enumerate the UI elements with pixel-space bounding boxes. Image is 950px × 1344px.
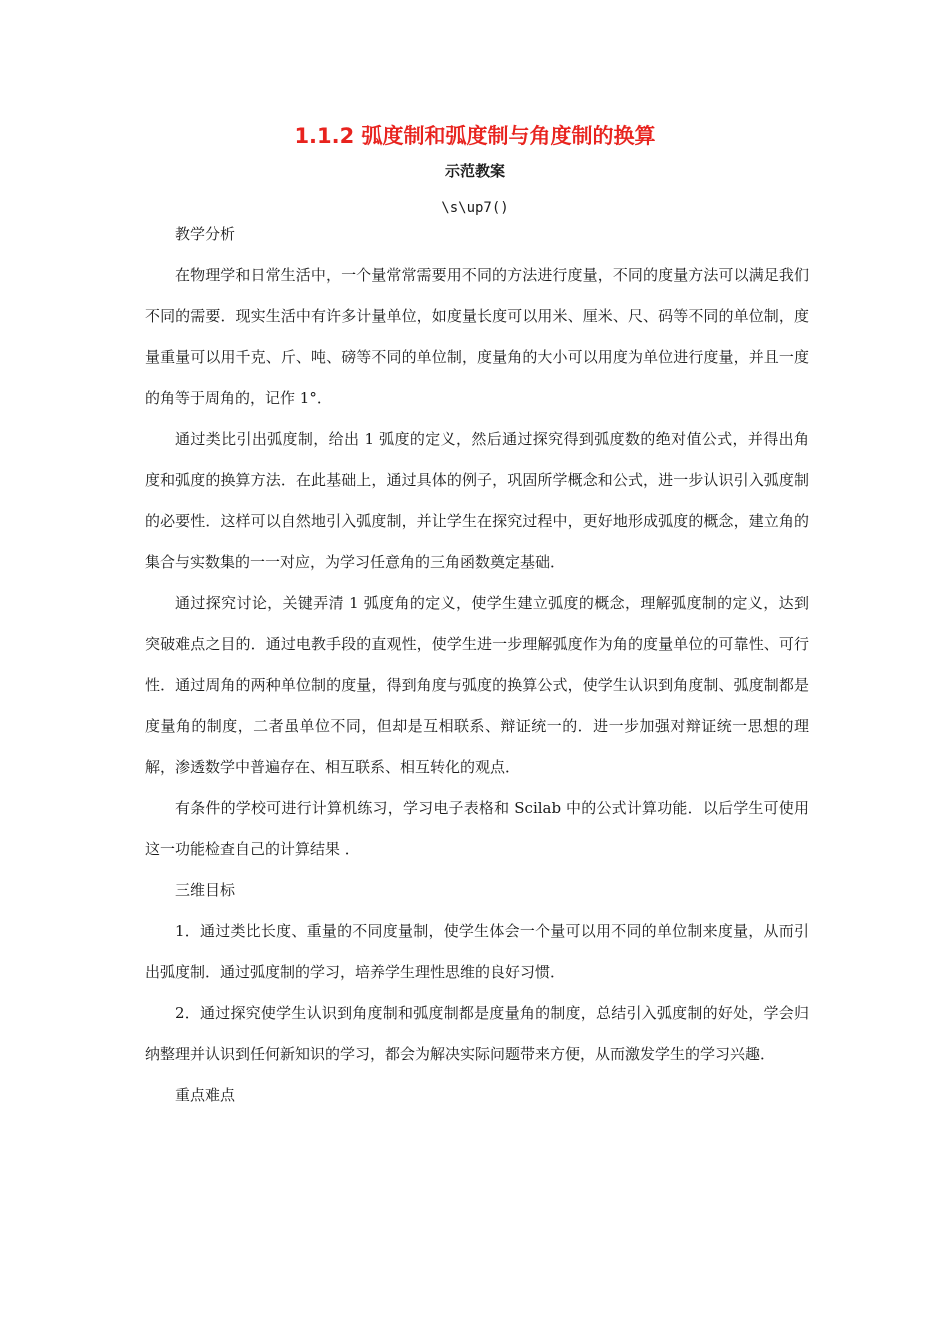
paragraph-measurement-intro: 在物理学和日常生活中，一个量常常需要用不同的方法进行度量，不同的度量方法可以满足我们不同的需要．现实生活中有许多计量单位，如度量长度可以用米、厘米、尺、码等不同的单位制，度量重量可以用千克、斤、吨、磅等不同的单位制，度量角的大小可以用度为单位进行度量，并且一度的角等于周角的，记作 1°．	[145, 266, 809, 407]
document-body	[145, 214, 809, 1116]
paragraph-exploration-discussion: 通过探究讨论，关键弄清 1 弧度角的定义，使学生建立弧度的概念，理解弧度制的定义，达到突破难点之目的．通过电教手段的直观性，使学生进一步理解弧度作为角的度量单位的可靠性、可行性．通过周角的两种单位制的度量，得到角度与弧度的换算公式，使学生认识到角度制、弧度制都是度量角的制度，二者虽单位不同，但却是互相联系、辩证统一的．进一步加强对辩证统一思想的理解，渗透数学中普遍存在、相互联系、相互转化的观点．	[145, 594, 809, 776]
paragraph-computer-practice: 有条件的学校可进行计算机练习，学习电子表格和 Scilab 中的公式计算功能．以后学生可使用这一功能检查自己的计算结果 ．	[145, 799, 809, 858]
section-heading-key-difficulties: 重点难点	[175, 1086, 236, 1104]
paragraph-radian-definition: 通过类比引出弧度制，给出 1 弧度的定义，然后通过探究得到弧度数的绝对值公式，并得出角度和弧度的换算方法．在此基础上，通过具体的例子，巩固所学概念和公式，进一步认识引入弧度制的必要性．这样可以自然地引入弧度制，并让学生在探究过程中，更好地形成弧度的概念，建立角的集合与实数集的一一对应，为学习任意角的三角函数奠定基础．	[145, 430, 809, 571]
field-code-line: \s\up7()	[441, 200, 509, 216]
document-title: 1.1.2 弧度制和弧度制与角度制的换算	[294, 124, 656, 148]
paragraph-goal-1: 1．通过类比长度、重量的不同度量制，使学生体会一个量可以用不同的单位制来度量，从而引出弧度制．通过弧度制的学习，培养学生理性思维的良好习惯．	[145, 922, 809, 981]
paragraph-goal-2: 2．通过探究使学生认识到角度制和弧度制都是度量角的制度，总结引入弧度制的好处，学会归纳整理并认识到任何新知识的学习，都会为解决实际问题带来方便，从而激发学生的学习兴趣．	[145, 1004, 809, 1063]
section-heading-teaching-analysis: 教学分析	[175, 225, 236, 243]
section-heading-three-dimensional-goals: 三维目标	[175, 881, 236, 899]
document-subtitle: 示范教案	[444, 162, 505, 180]
